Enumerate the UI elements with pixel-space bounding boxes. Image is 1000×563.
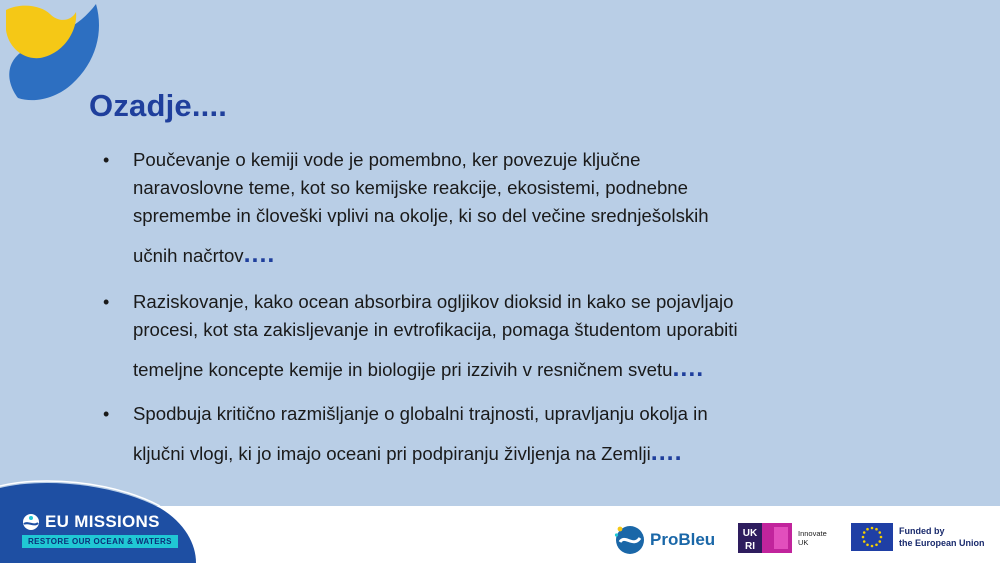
eu-missions-name: EU MISSIONS: [45, 512, 160, 531]
eu-funding-text: [899, 525, 985, 549]
bullet-line-text: temeljne koncepte kemije in biologije pri izzivih v resničnem svetu: [133, 359, 673, 380]
bullet-line-text: ključni vlogi, ki jo imajo oceani pri podpiranju življenja na Zemlji: [133, 443, 651, 464]
bullet-line: Raziskovanje, kako ocean absorbira ogljikov dioksid in kako se pojavljajo: [133, 291, 734, 312]
ukri-logo-text-ri: RI: [745, 541, 755, 552]
bullet-line-text: učnih načrtov: [133, 245, 244, 266]
innovate-uk-line1: Innovate: [798, 529, 827, 538]
ellipsis: ....: [650, 438, 683, 466]
eu-funding-line2: the European Union: [899, 538, 985, 548]
eu-missions-tagline: RESTORE OUR OCEAN & WATERS: [22, 535, 178, 548]
ukri-logo: [738, 523, 792, 553]
bullet-line-last: [133, 240, 793, 270]
bullet-line-last: [133, 354, 793, 384]
bullet-line: procesi, kot sta zakisljevanje in evtrofikacija, pomaga študentom uporabiti: [133, 319, 738, 340]
bullet-dot: •: [103, 150, 110, 170]
slide-title: Ozadje....: [89, 88, 228, 123]
eu-missions-logo: [22, 512, 178, 548]
ukri-logo-text-uk: UK: [742, 528, 758, 539]
eu-missions-icon: [22, 513, 40, 531]
bullet-item: [103, 400, 793, 468]
innovate-uk-line2: UK: [798, 538, 809, 547]
ellipsis: ....: [243, 240, 276, 268]
bullet-item: [103, 146, 793, 270]
bullet-item: [103, 288, 793, 384]
probleu-logo: [614, 524, 715, 556]
ellipsis: ....: [672, 354, 705, 382]
eu-funding-line1: Funded by: [899, 526, 945, 536]
bullet-dot: •: [103, 292, 110, 312]
bullet-line: Spodbuja kritično razmišljanje o globalni trajnosti, upravljanju okolja in: [133, 403, 708, 424]
bullet-list: [103, 146, 793, 468]
probleu-name: ProBleu: [650, 530, 716, 549]
bullet-line: spremembe in človeški vplivi na okolje, ki so del večine srednješolskih: [133, 205, 709, 226]
innovate-uk-label: [798, 529, 827, 547]
bullet-line: Poučevanje o kemiji vode je pomembno, ker povezuje ključne: [133, 149, 641, 170]
bullet-line: naravoslovne teme, kot so kemijske reakcije, ekosistemi, podnebne: [133, 177, 688, 198]
eu-flag-icon: [851, 523, 893, 551]
bullet-dot: •: [103, 404, 110, 424]
probleu-icon: [614, 524, 646, 556]
eu-funding-logo: [851, 523, 985, 551]
ukri-logo-group: [738, 523, 827, 553]
bullet-line-last: [133, 438, 793, 468]
